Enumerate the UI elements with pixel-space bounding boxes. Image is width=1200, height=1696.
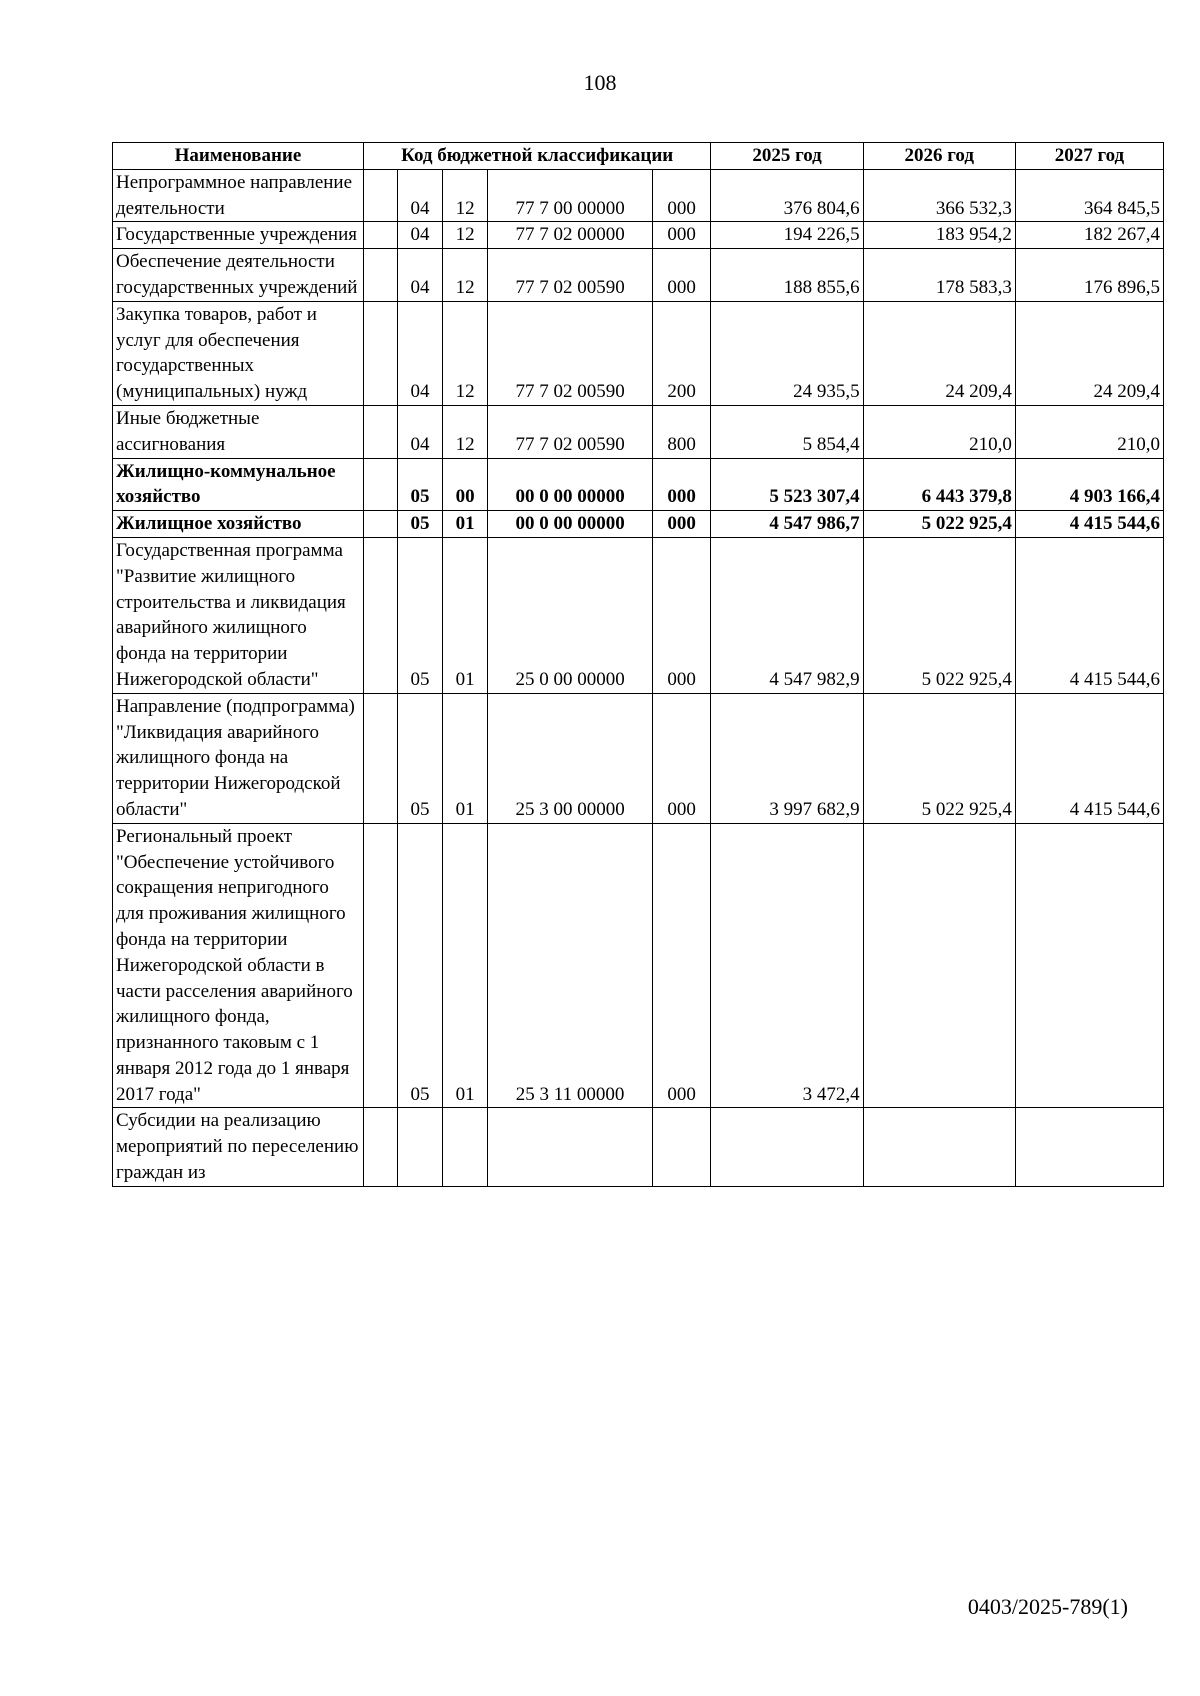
row-expense-type: 000	[652, 823, 711, 1108]
row-name: Государственная программа "Развитие жилищного строительства и ликвидация аварийного жилищного фонда на территории Нижегородской области"	[113, 537, 364, 693]
row-name: Жилищное хозяйство	[113, 511, 364, 538]
row-subsection: 12	[443, 405, 488, 458]
header-code: Код бюджетной классификации	[363, 143, 711, 170]
table-row	[113, 301, 1164, 405]
row-value-2027: 210,0	[1015, 405, 1163, 458]
row-value-2027: 182 267,4	[1015, 222, 1163, 249]
row-subsection: 01	[443, 537, 488, 693]
row-section	[397, 1108, 442, 1186]
row-value-2025: 194 226,5	[711, 222, 863, 249]
row-blank	[363, 823, 397, 1108]
row-subsection: 01	[443, 693, 488, 823]
row-value-2026: 5 022 925,4	[863, 693, 1015, 823]
row-value-2025: 5 523 307,4	[711, 458, 863, 511]
row-section: 04	[397, 249, 442, 302]
row-expense-type: 000	[652, 222, 711, 249]
row-subsection: 00	[443, 458, 488, 511]
header-2027: 2027 год	[1015, 143, 1163, 170]
row-value-2025: 4 547 982,9	[711, 537, 863, 693]
table-row	[113, 222, 1164, 249]
row-value-2027: 176 896,5	[1015, 249, 1163, 302]
row-value-2027: 4 415 544,6	[1015, 537, 1163, 693]
row-name: Государственные учреждения	[113, 222, 364, 249]
row-value-2025: 3 472,4	[711, 823, 863, 1108]
document-reference: 0403/2025-789(1)	[967, 1594, 1128, 1619]
row-expense-type: 800	[652, 405, 711, 458]
budget-table	[112, 142, 1164, 1187]
table-row	[113, 1108, 1164, 1186]
table-row	[113, 169, 1164, 222]
row-target-article: 77 7 02 00000	[488, 222, 653, 249]
row-target-article: 25 3 00 00000	[488, 693, 653, 823]
row-blank	[363, 169, 397, 222]
row-name: Непрограммное направление деятельности	[113, 169, 364, 222]
table-row	[113, 511, 1164, 538]
page-number: 108	[583, 70, 617, 95]
row-value-2026: 183 954,2	[863, 222, 1015, 249]
header-2026: 2026 год	[863, 143, 1015, 170]
row-section: 05	[397, 537, 442, 693]
row-blank	[363, 458, 397, 511]
row-name: Субсидии на реализацию мероприятий по переселению граждан из	[113, 1108, 364, 1186]
row-blank	[363, 249, 397, 302]
row-value-2027: 24 209,4	[1015, 301, 1163, 405]
row-expense-type: 000	[652, 249, 711, 302]
row-expense-type: 000	[652, 537, 711, 693]
row-name: Региональный проект "Обеспечение устойчивого сокращения непригодного для проживания жилищного фонда на территории Нижегородской области в части расселения аварийного жилищного фонда, признанного таковым с 1 января 2012 года до 1 января 2017 года"	[113, 823, 364, 1108]
row-expense-type: 200	[652, 301, 711, 405]
table-row	[113, 249, 1164, 302]
table-row	[113, 458, 1164, 511]
table-row	[113, 823, 1164, 1108]
row-value-2027	[1015, 1108, 1163, 1186]
row-target-article: 25 0 00 00000	[488, 537, 653, 693]
row-target-article: 25 3 11 00000	[488, 823, 653, 1108]
row-value-2027: 4 903 166,4	[1015, 458, 1163, 511]
row-expense-type: 000	[652, 458, 711, 511]
row-name: Обеспечение деятельности государственных учреждений	[113, 249, 364, 302]
row-value-2025: 24 935,5	[711, 301, 863, 405]
row-blank	[363, 405, 397, 458]
row-value-2026: 5 022 925,4	[863, 537, 1015, 693]
row-value-2026: 210,0	[863, 405, 1015, 458]
table-row	[113, 693, 1164, 823]
row-blank	[363, 537, 397, 693]
row-value-2027	[1015, 823, 1163, 1108]
row-value-2026	[863, 1108, 1015, 1186]
row-value-2026: 24 209,4	[863, 301, 1015, 405]
row-target-article: 77 7 00 00000	[488, 169, 653, 222]
row-value-2027: 364 845,5	[1015, 169, 1163, 222]
row-value-2026: 6 443 379,8	[863, 458, 1015, 511]
row-blank	[363, 1108, 397, 1186]
row-expense-type	[652, 1108, 711, 1186]
row-value-2026: 178 583,3	[863, 249, 1015, 302]
row-target-article: 77 7 02 00590	[488, 301, 653, 405]
row-value-2027: 4 415 544,6	[1015, 693, 1163, 823]
row-name: Направление (подпрограмма) "Ликвидация аварийного жилищного фонда на территории Нижегородской области"	[113, 693, 364, 823]
row-target-article: 00 0 00 00000	[488, 511, 653, 538]
row-name: Жилищно-коммунальное хозяйство	[113, 458, 364, 511]
row-value-2026	[863, 823, 1015, 1108]
row-value-2025	[711, 1108, 863, 1186]
row-subsection	[443, 1108, 488, 1186]
row-value-2025: 376 804,6	[711, 169, 863, 222]
row-expense-type: 000	[652, 169, 711, 222]
row-section: 04	[397, 405, 442, 458]
header-name: Наименование	[113, 143, 364, 170]
row-blank	[363, 511, 397, 538]
row-subsection: 01	[443, 511, 488, 538]
row-value-2025: 5 854,4	[711, 405, 863, 458]
row-section: 04	[397, 222, 442, 249]
row-blank	[363, 301, 397, 405]
row-target-article	[488, 1108, 653, 1186]
header-row	[113, 143, 1164, 170]
row-section: 05	[397, 511, 442, 538]
row-section: 05	[397, 693, 442, 823]
row-target-article: 00 0 00 00000	[488, 458, 653, 511]
row-value-2025: 188 855,6	[711, 249, 863, 302]
row-expense-type: 000	[652, 511, 711, 538]
row-subsection: 12	[443, 169, 488, 222]
row-value-2026: 366 532,3	[863, 169, 1015, 222]
row-value-2027: 4 415 544,6	[1015, 511, 1163, 538]
row-name: Закупка товаров, работ и услуг для обеспечения государственных (муниципальных) нужд	[113, 301, 364, 405]
row-subsection: 12	[443, 301, 488, 405]
row-target-article: 77 7 02 00590	[488, 249, 653, 302]
row-target-article: 77 7 02 00590	[488, 405, 653, 458]
row-subsection: 12	[443, 222, 488, 249]
row-expense-type: 000	[652, 693, 711, 823]
row-value-2025: 4 547 986,7	[711, 511, 863, 538]
row-value-2025: 3 997 682,9	[711, 693, 863, 823]
row-blank	[363, 222, 397, 249]
header-2025: 2025 год	[711, 143, 863, 170]
row-section: 05	[397, 823, 442, 1108]
row-subsection: 12	[443, 249, 488, 302]
row-value-2026: 5 022 925,4	[863, 511, 1015, 538]
row-subsection: 01	[443, 823, 488, 1108]
row-name: Иные бюджетные ассигнования	[113, 405, 364, 458]
row-section: 04	[397, 169, 442, 222]
table-row	[113, 405, 1164, 458]
row-section: 05	[397, 458, 442, 511]
row-blank	[363, 693, 397, 823]
row-section: 04	[397, 301, 442, 405]
table-row	[113, 537, 1164, 693]
